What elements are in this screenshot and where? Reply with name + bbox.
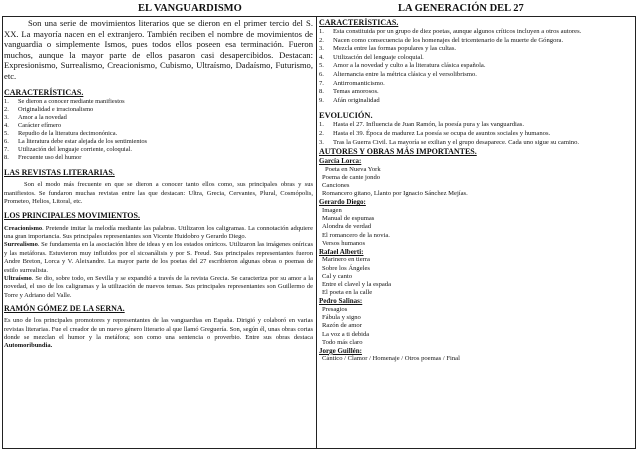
movement-creacionismo: Creacionismo. Pretende imitar la melodía mediante las palabras. Utilizaron los caligramas. La connotación adquiere una gran importancia. Sus principales representantes son Vicente Huidobro y Gerardo Diego.	[4, 224, 313, 240]
list-item: 6. Alternancia entre la métrica clásica y el versolibrismo.	[319, 70, 477, 78]
list-item: 4. Carácter efímero	[4, 121, 62, 129]
list-item: 3. Mezcla entre las formas populares y las cultas.	[319, 45, 457, 53]
work-item: La voz a ti debida	[322, 330, 370, 338]
work-item: Canciones	[322, 182, 350, 190]
list-item: 1. Hasta el 27. Influencia de Juan Ramón, la poesía pura y las vanguardias.	[319, 121, 524, 129]
work-item: Fábula y signo	[322, 314, 361, 322]
work-item: Versos humanos	[322, 239, 366, 247]
work-item: Imagen	[322, 206, 342, 214]
work-item: Marinero en tierra	[322, 256, 370, 264]
vanguardismo-intro: Son una serie de movimientos literarios que se dieron en el primer tercio del S. XX. La mayoría nacen en el extranjero. También reciben el nombre de movimientos de vanguardia o simplemente Ismos, pues todos ellos poseen esa terminación. Fueron muchos, aunque la mayor parte de ellos pasaron casi desapercibidos. Destacan: Expresionismo, Surrealismo, Creacionismo, Cubismo, Ultraísmo, Dadaísmo, Futurismo, etc.	[4, 18, 313, 81]
list-item: 7. Antirromanticismo.	[319, 79, 385, 87]
g27-chars-list	[319, 28, 634, 105]
column-divider	[316, 16, 317, 449]
vanguardismo-chars-heading: CARACTERÍSTICAS.	[4, 87, 84, 97]
list-item: 5. Repudio de la literatura decimonónica.	[4, 129, 118, 137]
evolution-heading: EVOLUCIÓN.	[319, 111, 373, 121]
authors-heading: AUTORES Y OBRAS MÁS IMPORTANTES.	[319, 147, 477, 157]
list-item: 3. Amor a la novedad	[4, 113, 67, 121]
work-item: Presagios	[322, 305, 348, 313]
work-item: Todo más claro	[322, 338, 363, 346]
list-item: 1. Esta constituida por un grupo de diez poetas, aunque algunos críticos incluyen a otros autores.	[319, 28, 582, 35]
left-title: EL VANGUARDISMO	[138, 3, 242, 14]
list-item: 3. Tras la Guerra Civil. La mayoría se exilian y el grupo desaparece. Cada uno sigue su camino.	[319, 138, 580, 146]
list-item: 4. Utilización del lenguaje coloquial.	[319, 53, 424, 61]
vanguardismo-chars-list	[4, 98, 313, 163]
movement-surrealismo: Surrealismo. Se fundamenta en la asociación libre de ideas y en los estados oníricos. Utilizaron las imágenes oníricas y las metáforas. Estuvieron muy influidos por el sicoanálisis y por S. Freud. Sus principales representantes fueron Andre Breton, Lorca y V. Aleixandre. La mayor parte de los poetas del 27 escribieron algunas obras o poemas de estilo surrealista.	[4, 241, 313, 274]
author-salinas: Pedro Salinas:	[319, 297, 363, 306]
right-title: LA GENERACIÓN DEL 27	[398, 3, 524, 14]
author-alberti: Rafael Alberti:	[319, 247, 364, 256]
movements-heading: LOS PRINCIPALES MOVIMIENTOS.	[4, 210, 140, 220]
magazines-heading: LAS REVISTAS LITERARIAS.	[4, 168, 115, 178]
evolution-list	[319, 121, 634, 147]
list-item: 5. Amor a la novedad y culto a la literatura clásica española.	[319, 62, 486, 70]
list-item: 2. Nacen como consecuencia de los homenajes del tricentenario de la muerte de Góngora.	[319, 36, 564, 44]
work-item: Poeta en Nueva York	[325, 165, 381, 173]
list-item: 6. La literatura debe estar alejada de los sentimientos	[4, 138, 148, 146]
work-item: Romancero gitano, Llanto por Ignacio Sánchez Mejías.	[322, 190, 468, 198]
list-item: 2. Originalidad e irracionalismo	[4, 105, 94, 113]
magazines-text: Son el modo más frecuente en que se dieron a conocer tanto ellos como, sus principales obras y sus manifiestos. Se fundaron muchas revistas entre las que destacan: Ultra, Grecia, Cervantes, Plural, Cosmópolis, Prometeo, Helios, Litoral, etc.	[4, 181, 313, 206]
ramon-text: Es uno de los principales promotores y representantes de las vanguardias en España. Dirigió y colaboró en varias revistas literarias. Fue el creador de un nuevo género literario al que llamó Greguería. Son, según él, unas obras cortas donde se mezclan el humor y la metáfora; son como una sentencia o proverbio. Entre sus obras destaca Automoribundia.	[4, 317, 313, 350]
author-lorca: García Lorca:	[319, 157, 362, 166]
list-item: 2. Hasta el 39. Época de madurez La poesía se ocupa de asuntos sociales y humanos.	[319, 129, 551, 137]
list-item: 1. Se dieron a conocer mediante manifiestos	[4, 97, 125, 105]
work-item: Sobre los Ángeles	[322, 264, 370, 272]
list-item: 8. Frecuente uso del humor	[4, 154, 82, 162]
list-item: 9. Afán originalidad	[319, 96, 380, 104]
work-item: Razón de amor	[322, 322, 362, 330]
work-item: Alondra de verdad	[322, 223, 372, 231]
author-diego: Gerardo Diego:	[319, 198, 366, 207]
work-item: Poema de cante jondo	[322, 173, 381, 181]
work-item: El romancero de la novia.	[322, 231, 390, 239]
work-item: Manual de espumas	[322, 215, 375, 223]
list-item: 7. Utilización del lenguaje corriente, coloquial.	[4, 146, 132, 154]
work-item: Entre el clavel y la espada	[322, 281, 392, 289]
list-item: 8. Temas amorosos.	[319, 88, 379, 96]
work-item: El poeta en la calle	[322, 289, 373, 297]
g27-chars-heading: CARACTERÍSTICAS.	[319, 18, 399, 27]
title-row	[0, 3, 638, 15]
ramon-heading: RAMÓN GÓMEZ DE LA SERNA.	[4, 304, 125, 314]
generacion-27-column	[319, 18, 634, 364]
movement-ultraismo: Ultraísmo. Se dio, sobre todo, en Sevilla y se expandió a través de la revista Grecia. Se caracteriza por su amor a la novedad, el uso de los caligramas y la utilización de nuevos temas. Sus principales representantes son Guillermo de Torre y Adriano del Valle.	[4, 274, 313, 299]
work-item: Cal y canto	[322, 272, 353, 280]
work-item: Cántico / Clamor / Homenaje / Otros poemas / Final	[322, 355, 460, 363]
vanguardismo-column	[4, 18, 313, 351]
author-guillen: Jorge Guillén:	[319, 346, 362, 355]
